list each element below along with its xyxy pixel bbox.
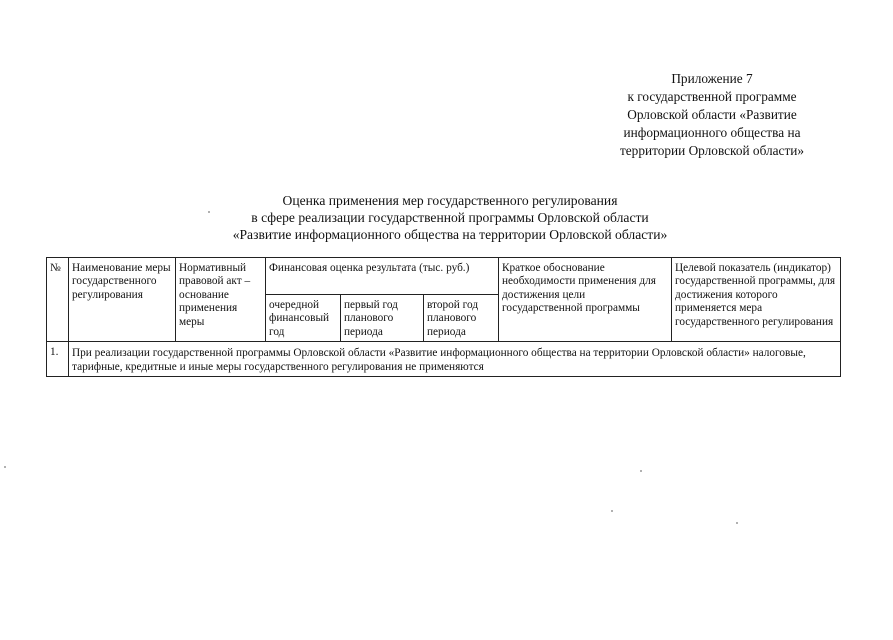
appendix-line: информационного общества на (623, 125, 801, 140)
header-legal-act: Нормативный правовой акт – основание применения меры (176, 258, 266, 342)
row-num: 1. (47, 342, 69, 377)
table-header-row (47, 258, 841, 295)
scan-speck (4, 466, 6, 468)
appendix-line: территории Орловской области» (619, 143, 805, 158)
header-num: № (47, 258, 69, 342)
header-measure-name: Наименование меры государственного регулирования (69, 258, 176, 342)
header-justification: Краткое обоснование необходимости применения для достижения цели государственной программы (499, 258, 672, 342)
row-text: При реализации государственной программы Орловской области «Развитие информационного общества на территории Орловской области» налоговые, тарифные, кредитные и иные меры государственного регулирования не применяются (69, 342, 841, 377)
regulation-measures-table (46, 257, 841, 377)
appendix-line: Приложение 7 (671, 71, 753, 86)
header-target-indicator: Целевой показатель (индикатор) государственной программы, для достижения которого применяется мера государственного регулирования (672, 258, 841, 342)
scan-speck (208, 211, 210, 213)
scan-speck (736, 522, 738, 524)
appendix-line: Орловской области «Развитие (627, 107, 797, 122)
title-line: в сфере реализации государственной программы Орловской области (251, 210, 649, 225)
scan-speck (611, 510, 613, 512)
scan-speck (640, 470, 642, 472)
appendix-line: к государственной программе (627, 89, 797, 104)
table-row (47, 342, 841, 377)
document-title (150, 192, 750, 243)
title-line: «Развитие информационного общества на территории Орловской области» (232, 227, 668, 242)
header-first-plan-year: первый год планового периода (341, 295, 424, 342)
header-second-plan-year: второй год планового периода (424, 295, 499, 342)
title-line: Оценка применения мер государственного регулирования (282, 193, 618, 208)
header-current-year: очередной финансовый год (266, 295, 341, 342)
header-financial-estimate: Финансовая оценка результата (тыс. руб.) (266, 258, 499, 295)
appendix-note (596, 70, 828, 160)
